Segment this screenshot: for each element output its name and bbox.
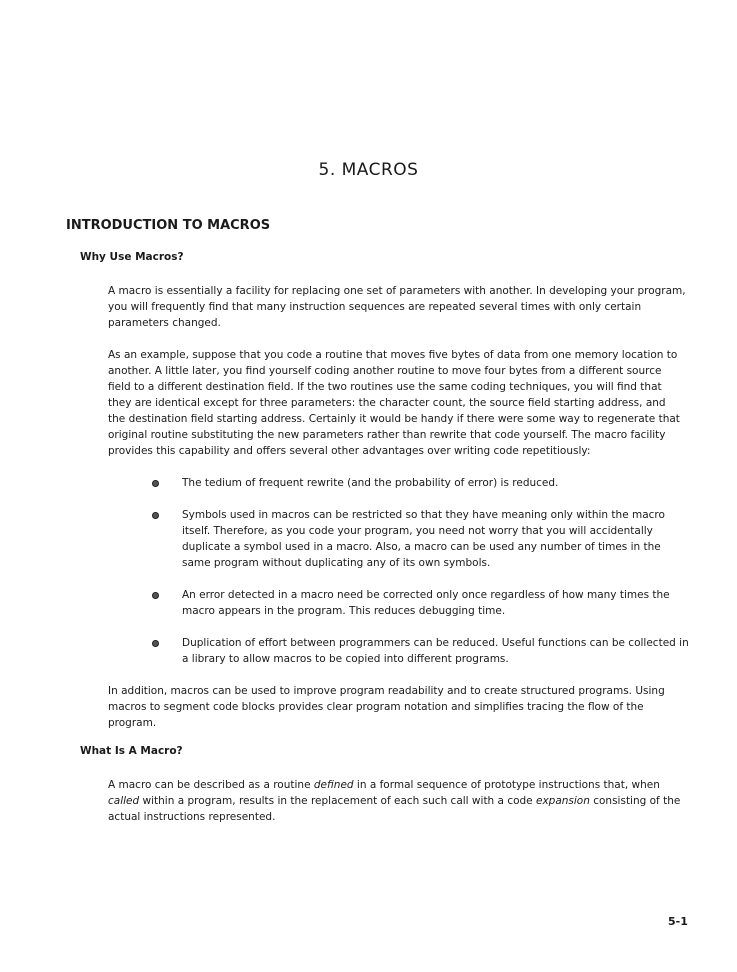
subheading-what-is-a-macro: What Is A Macro? — [80, 745, 183, 757]
page-number: 5-1 — [668, 915, 688, 928]
paragraph-example: As an example, suppose that you code a routine that moves five bytes of data from one memory location to another. A little later, you find yourself coding another routine to move four bytes from a different source field to a different destination field. If the two routines use the same coding techniques, you will find that they are identical except for three parameters: the character count, the source field starting address, and the destination field starting address. Certainly it would be handy if there were some way to regenerate that original routine substituting the new parameters rather than rewrite that code yourself. The macro facility provides this capability and offers several other advantages over writing code repetitiously: — [108, 349, 680, 457]
list-item-text: Duplication of effort between programmers can be reduced. Useful functions can be collected in a library to allow macros to be copied into different programs. — [182, 637, 689, 665]
definition-text: in a formal sequence of prototype instructions that, when — [353, 779, 660, 791]
subheading-why-use-macros: Why Use Macros? — [80, 251, 184, 263]
emphasis-defined: defined — [313, 779, 354, 791]
definition-text: A macro can be described as a routine — [108, 779, 314, 791]
paragraph-definition — [108, 777, 686, 825]
advantages-list — [150, 475, 690, 683]
bullet-icon — [152, 512, 159, 519]
paragraph-intro: A macro is essentially a facility for replacing one set of parameters with another. In developing your program, you will frequently find that many instruction sequences are repeated several times with only certain parameters changed. — [108, 285, 686, 329]
list-item — [150, 635, 690, 667]
list-item — [150, 587, 690, 619]
definition-text: within a program, results in the replacement of each such call with a code — [139, 795, 536, 807]
bullet-icon — [152, 640, 159, 647]
list-item — [150, 475, 690, 491]
paragraph-readability: In addition, macros can be used to improve program readability and to create structured programs. Using macros to segment code blocks provides clear program notation and simplifies tracing the flow of the program. — [108, 685, 665, 729]
bullet-icon — [152, 480, 159, 487]
section-heading: INTRODUCTION TO MACROS — [66, 218, 271, 233]
chapter-title: 5. MACROS — [318, 160, 419, 180]
emphasis-called: called — [108, 795, 140, 807]
list-item-text: Symbols used in macros can be restricted so that they have meaning only within the macro itself. Therefore, as you code your program, you need not worry that you will accidentally duplicate a symbol used in a macro. Also, a macro can be used any number of times in the same program without duplicating any of its own symbols. — [182, 509, 665, 569]
list-item-text: The tedium of frequent rewrite (and the probability of error) is reduced. — [182, 477, 559, 489]
bullet-icon — [152, 592, 159, 599]
emphasis-expansion: expansion — [535, 795, 590, 807]
list-item-text: An error detected in a macro need be corrected only once regardless of how many times the macro appears in the program. This reduces debugging time. — [182, 589, 670, 617]
definition-text: consisting of the actual instructions represented. — [108, 795, 681, 823]
list-item — [150, 507, 690, 571]
